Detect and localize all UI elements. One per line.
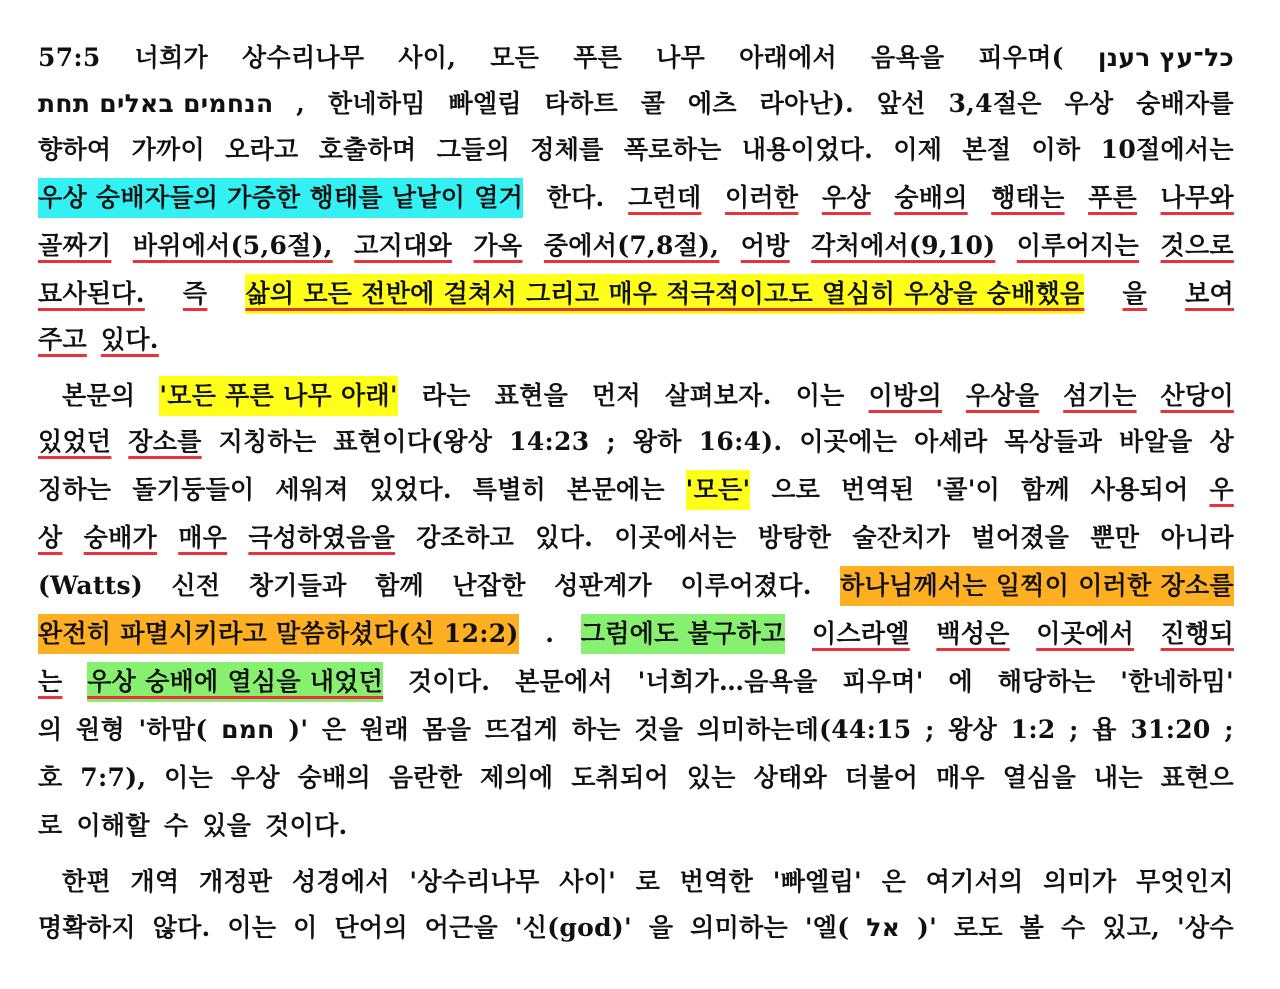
word: 지칭하는 (218, 427, 317, 456)
word: 있다. (100, 325, 159, 354)
word: 난잡한 (452, 571, 526, 600)
hebrew-text: אל (866, 913, 901, 942)
word: 이는 (795, 381, 845, 410)
word: 것이다. (407, 667, 491, 696)
word: 벌어졌을 (971, 523, 1070, 552)
word: 사이, (398, 43, 457, 72)
word: 어방 (740, 231, 790, 260)
word: . (545, 619, 555, 648)
word: 의미하는데(44:15 (696, 715, 912, 744)
word: 있고, (1102, 913, 1161, 942)
word: 은 (881, 867, 907, 896)
word: 은 (321, 715, 347, 744)
word: 타하트 (544, 89, 618, 118)
word: 주고 (38, 325, 87, 354)
word: '엘( (804, 913, 850, 942)
word: 섬기는 (1063, 381, 1137, 410)
word: 이방의 (868, 381, 942, 410)
text-line (62, 862, 1234, 902)
word: 왕상 (948, 715, 998, 744)
word: 의 (38, 715, 63, 744)
word: 살펴보자. (664, 381, 772, 410)
word: 있는 (686, 763, 736, 792)
hebrew-text: חמם (221, 715, 275, 744)
word: 으로 (771, 475, 821, 504)
word: 고지대와 (354, 231, 453, 260)
word: 장소를 (128, 427, 202, 456)
word: 방탕한 (757, 523, 832, 552)
word: )' (916, 913, 938, 942)
word: 행태는 (991, 183, 1065, 212)
word: 매우 (935, 763, 985, 792)
word: 16:4). (698, 427, 783, 456)
word: 본문의 (62, 381, 136, 410)
word: '상수리나무 (409, 867, 540, 896)
text-line (38, 662, 1234, 702)
word: 수 (1060, 913, 1086, 942)
highlighted-text: 그럼에도 불구하고 (581, 614, 786, 654)
word: 한네하밈 (327, 89, 426, 118)
text-line (38, 130, 1234, 170)
word: 이는 (227, 913, 277, 942)
word: 중에서(7,8절), (543, 231, 720, 260)
word: 앞선 (876, 89, 926, 118)
text-line (38, 226, 1234, 266)
word: 해당하는 (997, 667, 1096, 696)
word: 단어의 (334, 913, 408, 942)
word: 사이' (559, 867, 617, 896)
word: 몸을 (422, 715, 472, 744)
word: 한편 (62, 867, 111, 896)
word: 창기들과 (248, 571, 347, 600)
word: 을 (648, 913, 674, 942)
word: 10절에서는 (1100, 135, 1234, 164)
word: 상 (1209, 427, 1234, 456)
word: 우상을 (965, 381, 1040, 410)
word: 그런데 (628, 183, 702, 212)
word: 것으로 (1160, 231, 1234, 260)
text-line (38, 274, 1234, 314)
word: 31:20 (1130, 715, 1211, 744)
highlighted-text: 우상 숭배에 열심을 내었던 (87, 662, 383, 702)
word: 무엇인지 (1136, 867, 1234, 896)
highlighted-text: '모든' (686, 470, 751, 510)
word: 한다. (546, 183, 605, 212)
word: 숭배의 (894, 183, 968, 212)
word: 라아난). (759, 89, 855, 118)
word: 세워져 (275, 475, 349, 504)
word: 우상 (230, 763, 280, 792)
word: )' (288, 715, 309, 744)
word: 이러한 (724, 183, 799, 212)
word: 이스라엘 (811, 619, 910, 648)
word: 아세라 (914, 427, 988, 456)
word: 상수리나무 (242, 43, 365, 72)
word: 숭배가 (83, 523, 158, 552)
highlighted-text: 삶의 모든 전반에 걸쳐서 그리고 매우 적극적이고도 열심히 우상을 숭배했음 (245, 274, 1084, 314)
text-line (38, 758, 1234, 798)
word: '하맘( (138, 715, 208, 744)
word: 목상들과 (1004, 427, 1103, 456)
word: 즉 (182, 279, 208, 308)
word: 각처에서(9,10) (811, 231, 996, 260)
word: 빠엘림 (448, 89, 522, 118)
word: 7:7), (80, 763, 147, 792)
highlighted-text: '모든 푸른 나무 아래' (159, 376, 398, 416)
highlighted-text: 우상 숭배자들의 가증한 행태를 낱낱이 열거 (38, 178, 523, 218)
word: ; (1224, 715, 1234, 744)
text-line (38, 422, 1234, 462)
word: 명확하지 (38, 913, 136, 942)
word: 이해할 (76, 811, 150, 840)
word: 모든 (490, 43, 540, 72)
word: 을 (1122, 279, 1147, 308)
word: 로 (38, 811, 63, 840)
word: ; (925, 715, 935, 744)
word: 오라고 (225, 135, 299, 164)
word: 로 (635, 867, 661, 896)
word: 극성하였음을 (248, 523, 396, 552)
text-line (38, 470, 1234, 510)
word: 바알을 (1119, 427, 1193, 456)
word: 사용되어 (1090, 475, 1189, 504)
word: 호출하며 (318, 135, 417, 164)
word: 돌기둥들이 (132, 475, 255, 504)
word: 열심을 (1002, 763, 1077, 792)
word: 라는 (421, 381, 471, 410)
text-line (38, 614, 1234, 654)
word: 음욕을 (870, 43, 945, 72)
word: 본문에서 (515, 667, 613, 696)
word: 매우 (178, 523, 228, 552)
word: 산당이 (1160, 381, 1234, 410)
word: 표현을 (494, 381, 569, 410)
word: '신(god)' (514, 913, 633, 942)
word: 호 (38, 763, 63, 792)
word: 로도 (953, 913, 1003, 942)
word: 이하 (1031, 135, 1081, 164)
word: 이루어졌다. (680, 571, 812, 600)
word: 본절 (962, 135, 1012, 164)
word: 가까이 (131, 135, 205, 164)
word: 우 (1209, 475, 1234, 504)
text-line (38, 806, 1234, 846)
word: 너희가 (134, 43, 209, 72)
word: '빠엘림' (772, 867, 863, 896)
word: 에츠 (687, 89, 737, 118)
word: 57:5 (38, 43, 101, 72)
word: 술잔치가 (852, 523, 951, 552)
word: 표현으 (1160, 763, 1234, 792)
word: 징하는 (38, 475, 112, 504)
word: 피우며( (978, 43, 1064, 72)
word: 내는 (1093, 763, 1143, 792)
word: 내용이었다. (741, 135, 874, 164)
text-line (38, 38, 1234, 78)
word: 나무와 (1160, 183, 1234, 212)
word: 원래 (359, 715, 409, 744)
word: 제의에 (480, 763, 554, 792)
word: 성판계가 (554, 571, 653, 600)
word: 상 (38, 523, 63, 552)
word: , (296, 89, 306, 118)
word: 신전 (171, 571, 221, 600)
highlighted-text: 하나님께서는 일찍이 이러한 장소를 (840, 566, 1234, 606)
word: 14:23 (509, 427, 590, 456)
highlighted-text: 완전히 파멸시키라고 말씀하셨다(신 12:2) (38, 614, 519, 654)
word: 왕하 (632, 427, 682, 456)
word: 도취되어 (571, 763, 670, 792)
word: 이곳에서는 (614, 523, 737, 552)
word: '콜'이 (935, 475, 1001, 504)
word: 욥 (1092, 715, 1117, 744)
text-line (38, 710, 1234, 750)
word: 1:2 (1010, 715, 1056, 744)
word: 아래에서 (739, 43, 837, 72)
word: 함께 (1021, 475, 1070, 504)
hebrew-text: כל־עץ רענן (1097, 43, 1234, 72)
word: 뿐만 (1090, 523, 1140, 552)
word: 푸른 (573, 43, 623, 72)
word: 더불어 (844, 763, 919, 792)
word: 이제 (893, 135, 943, 164)
hebrew-text: הנחמים באלים תחת (38, 89, 274, 118)
word: 여기서의 (925, 867, 1024, 896)
word: 골짜기 (38, 231, 112, 260)
word: 성경에서 (292, 867, 390, 896)
word: 폭로하는 (623, 135, 722, 164)
word: 뜨겁게 (484, 715, 559, 744)
text-line (38, 178, 1234, 218)
word: 의미가 (1043, 867, 1117, 896)
text-line (38, 566, 1234, 606)
word: '상수 (1177, 913, 1234, 942)
word: 에 (948, 667, 973, 696)
word: 있었다. (369, 475, 452, 504)
word: 볼 (1019, 913, 1045, 942)
word: 어근을 (424, 913, 499, 942)
word: '너희가…음욕을 (637, 667, 818, 696)
word: 번역한 (679, 867, 754, 896)
word: 보여 (1185, 279, 1234, 308)
word: 3,4절은 (948, 89, 1042, 118)
word: 백성은 (936, 619, 1010, 648)
word: ; (606, 427, 616, 456)
word: 의미하는 (690, 913, 788, 942)
word: 것을 (634, 715, 684, 744)
word: 우상 (821, 183, 871, 212)
text-line (38, 518, 1234, 558)
word: 푸른 (1088, 183, 1137, 212)
word: 향하여 (38, 135, 112, 164)
word: 수 (163, 811, 189, 840)
word: 피우며' (842, 667, 924, 696)
word: 이루어지는 (1016, 231, 1140, 260)
word: 그들의 (436, 135, 511, 164)
word: 것이다. (265, 811, 348, 840)
word: 번역된 (841, 475, 915, 504)
text-line (62, 376, 1234, 416)
word: 않다. (152, 913, 211, 942)
word: '한네하밈' (1120, 667, 1234, 696)
word: 정체를 (530, 135, 604, 164)
word: 숭배의 (297, 763, 371, 792)
word: (Watts) (38, 571, 144, 600)
word: 묘사된다. (38, 279, 145, 308)
word: 콜 (640, 89, 666, 118)
word: 진행되 (1160, 619, 1234, 648)
word: 아니라 (1160, 523, 1234, 552)
text-line (38, 84, 1234, 124)
word: 이곳에는 (799, 427, 898, 456)
word: 하는 (571, 715, 621, 744)
word: 음란한 (388, 763, 463, 792)
word: 개정판 (199, 867, 273, 896)
word: 있었던 (38, 427, 112, 456)
word: 있을 (202, 811, 252, 840)
word: 가옥 (473, 231, 523, 260)
word: 개역 (130, 867, 180, 896)
word: 원형 (76, 715, 125, 744)
word: 이 (293, 913, 318, 942)
word: 우상 (1064, 89, 1114, 118)
word: 상태와 (753, 763, 827, 792)
text-line (38, 320, 1234, 360)
word: 나무 (656, 43, 706, 72)
word: 숭배자를 (1136, 89, 1234, 118)
text-line (38, 908, 1234, 948)
word: 본문에는 (567, 475, 665, 504)
word: 먼저 (592, 381, 641, 410)
word: 표현이다(왕상 (333, 427, 493, 456)
word: ; (1069, 715, 1079, 744)
word: 특별히 (472, 475, 547, 504)
word: 는 (38, 667, 63, 696)
word: 강조하고 (416, 523, 515, 552)
word: 있다. (535, 523, 594, 552)
word: 바위에서(5,6절), (132, 231, 333, 260)
word: 이는 (164, 763, 214, 792)
word: 이곳에서 (1036, 619, 1135, 648)
word: 함께 (375, 571, 424, 600)
